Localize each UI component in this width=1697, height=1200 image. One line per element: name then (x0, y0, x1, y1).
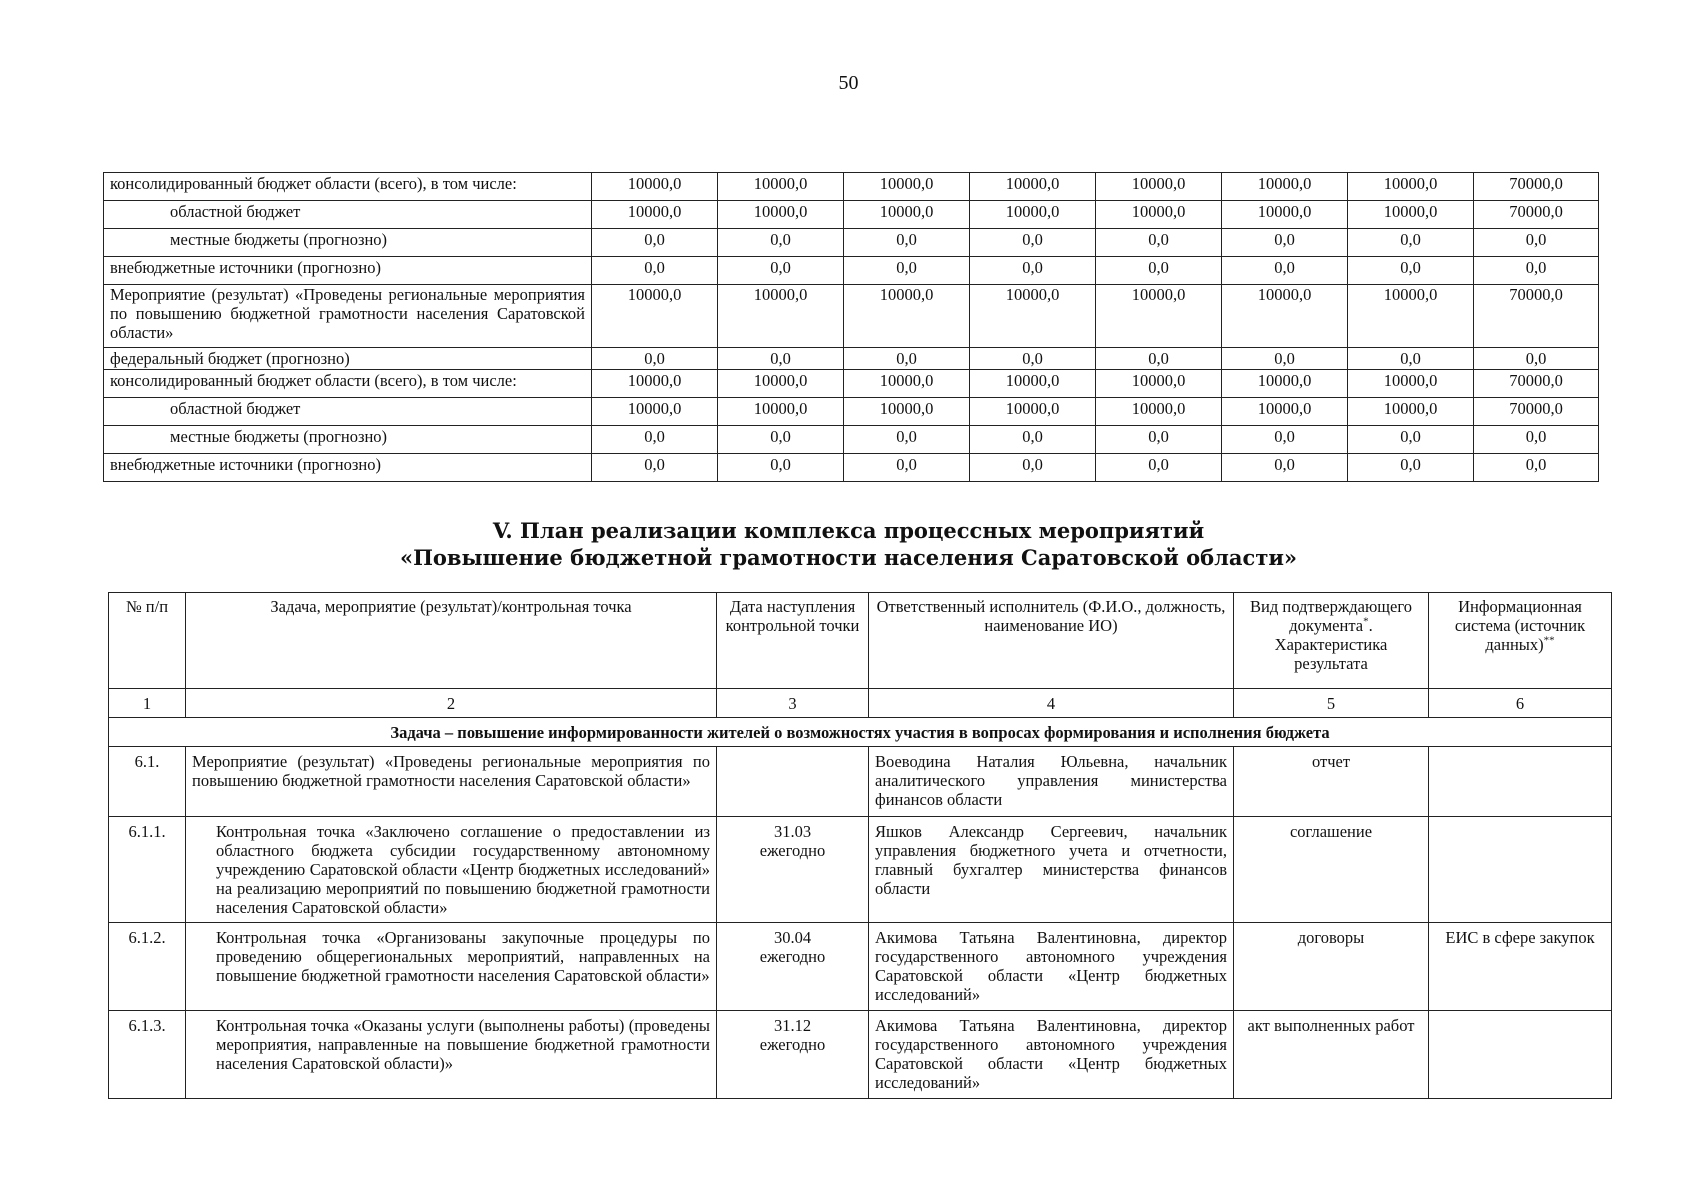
plan-table (108, 592, 1612, 1099)
row-info-system (1429, 747, 1612, 817)
budget-value: 0,0 (1096, 348, 1222, 370)
budget-row (104, 370, 1599, 398)
budget-value: 0,0 (1474, 229, 1599, 257)
column-number: 2 (186, 689, 717, 718)
budget-value: 10000,0 (970, 173, 1096, 201)
budget-value: 10000,0 (592, 173, 718, 201)
budget-value: 0,0 (1222, 229, 1348, 257)
header-task: Задача, мероприятие (результат)/контрольная точка (186, 593, 717, 689)
budget-value: 0,0 (970, 348, 1096, 370)
budget-value: 0,0 (1096, 426, 1222, 454)
budget-value: 10000,0 (1096, 285, 1222, 348)
budget-row-label: Мероприятие (результат) «Проведены региональные мероприятия по повышению бюджетной грамотности населения Саратовской области» (104, 285, 592, 348)
row-document: договоры (1234, 923, 1429, 1011)
budget-value: 10000,0 (844, 173, 970, 201)
row-task: Контрольная точка «Оказаны услуги (выполнены работы) (проведены мероприятия, направленные на повышение бюджетной грамотности населения Саратовской области)» (186, 1011, 717, 1099)
header-doc-type (1234, 593, 1429, 689)
row-responsible: Акимова Татьяна Валентиновна, директор государственного автономного учреждения Саратовской области «Центр бюджетных исследований» (869, 1011, 1234, 1099)
budget-value: 10000,0 (1222, 398, 1348, 426)
header-date: Дата наступления контрольной точки (717, 593, 869, 689)
budget-row (104, 426, 1599, 454)
budget-value: 0,0 (592, 454, 718, 482)
budget-value: 0,0 (1222, 454, 1348, 482)
row-document: соглашение (1234, 817, 1429, 923)
budget-value: 0,0 (1348, 257, 1474, 285)
row-date (717, 817, 869, 923)
budget-value: 0,0 (1096, 454, 1222, 482)
budget-value: 10000,0 (1096, 201, 1222, 229)
budget-value: 0,0 (1348, 348, 1474, 370)
column-number-row (109, 689, 1612, 718)
budget-value: 10000,0 (844, 285, 970, 348)
budget-row-label: местные бюджеты (прогнозно) (104, 229, 592, 257)
header-doc-type-tail: . Характеристика результата (1274, 616, 1388, 673)
row-number: 6.1.2. (109, 923, 186, 1011)
budget-value: 0,0 (718, 348, 844, 370)
budget-value: 0,0 (844, 257, 970, 285)
budget-value: 0,0 (1222, 348, 1348, 370)
header-info-system-text: Информационная система (источник данных) (1454, 597, 1586, 654)
budget-value: 0,0 (1474, 348, 1599, 370)
budget-value: 10000,0 (844, 398, 970, 426)
footnote-mark: * (1363, 615, 1369, 628)
header-info-system (1429, 593, 1612, 689)
budget-row-label: внебюджетные источники (прогнозно) (104, 257, 592, 285)
budget-row-label: консолидированный бюджет области (всего), в том числе: (104, 370, 592, 398)
column-number: 1 (109, 689, 186, 718)
budget-value: 10000,0 (1348, 285, 1474, 348)
budget-value: 10000,0 (592, 370, 718, 398)
budget-value: 0,0 (1222, 426, 1348, 454)
column-number: 3 (717, 689, 869, 718)
budget-value: 0,0 (592, 426, 718, 454)
table-row (109, 747, 1612, 817)
budget-value: 70000,0 (1474, 370, 1599, 398)
budget-table (103, 172, 1599, 482)
budget-value: 70000,0 (1474, 398, 1599, 426)
budget-value: 0,0 (592, 257, 718, 285)
row-task: Мероприятие (результат) «Проведены региональные мероприятия по повышению бюджетной грамотности населения Саратовской области» (186, 747, 717, 817)
budget-value: 70000,0 (1474, 173, 1599, 201)
page-number: 50 (838, 72, 859, 94)
row-info-system (1429, 1011, 1612, 1099)
budget-row (104, 173, 1599, 201)
budget-value: 10000,0 (1222, 173, 1348, 201)
row-date-value: 31.12 (773, 1016, 812, 1035)
budget-value: 10000,0 (1096, 173, 1222, 201)
budget-value: 0,0 (718, 229, 844, 257)
header-num: № п/п (109, 593, 186, 689)
column-number: 6 (1429, 689, 1612, 718)
row-number: 6.1.3. (109, 1011, 186, 1099)
budget-value: 10000,0 (718, 201, 844, 229)
budget-value: 10000,0 (970, 370, 1096, 398)
budget-value: 10000,0 (592, 201, 718, 229)
footnote-mark: ** (1543, 634, 1555, 647)
row-date-note: ежегодно (759, 841, 826, 860)
task-title: Задача – повышение информированности жителей о возможностях участия в вопросах формирования и исполнения бюджета (109, 718, 1612, 747)
row-responsible: Воеводина Наталия Юльевна, начальник аналитического управления министерства финансов области (869, 747, 1234, 817)
budget-value: 0,0 (1348, 229, 1474, 257)
budget-value: 10000,0 (1348, 201, 1474, 229)
budget-value: 0,0 (844, 229, 970, 257)
table-row (109, 923, 1612, 1011)
row-responsible: Акимова Татьяна Валентиновна, директор государственного автономного учреждения Саратовской области «Центр бюджетных исследований» (869, 923, 1234, 1011)
budget-value: 0,0 (970, 257, 1096, 285)
budget-value: 10000,0 (844, 370, 970, 398)
budget-row (104, 348, 1599, 370)
budget-value: 0,0 (1474, 454, 1599, 482)
budget-row (104, 229, 1599, 257)
budget-row (104, 398, 1599, 426)
budget-value: 0,0 (970, 426, 1096, 454)
budget-row (104, 257, 1599, 285)
task-row (109, 718, 1612, 747)
row-date (717, 1011, 869, 1099)
budget-value: 10000,0 (718, 370, 844, 398)
budget-value: 0,0 (844, 454, 970, 482)
budget-value: 10000,0 (970, 398, 1096, 426)
budget-value: 0,0 (844, 426, 970, 454)
row-date (717, 747, 869, 817)
plan-header-row (109, 593, 1612, 689)
budget-row-label: областной бюджет (104, 201, 592, 229)
row-date-note: ежегодно (759, 947, 826, 966)
budget-row-label: федеральный бюджет (прогнозно) (104, 348, 592, 370)
column-number: 4 (869, 689, 1234, 718)
row-task: Контрольная точка «Организованы закупочные процедуры по проведению общерегиональных мероприятий, направленных на повышение бюджетной грамотности населения Саратовской области» (186, 923, 717, 1011)
budget-value: 10000,0 (1348, 370, 1474, 398)
header-responsible: Ответственный исполнитель (Ф.И.О., должность, наименование ИО) (869, 593, 1234, 689)
budget-value: 70000,0 (1474, 201, 1599, 229)
budget-value: 0,0 (1348, 454, 1474, 482)
budget-value: 0,0 (970, 454, 1096, 482)
budget-value: 10000,0 (1222, 370, 1348, 398)
budget-row (104, 201, 1599, 229)
row-date-value: 31.03 (773, 822, 812, 841)
budget-value: 10000,0 (1222, 285, 1348, 348)
header-doc-type-text: Вид подтверждающего документа (1250, 597, 1412, 635)
budget-row-label: консолидированный бюджет области (всего), в том числе: (104, 173, 592, 201)
row-info-system (1429, 817, 1612, 923)
row-responsible: Яшков Александр Сергеевич, начальник управления бюджетного учета и отчетности, главный бухгалтер министерства финансов области (869, 817, 1234, 923)
budget-value: 0,0 (970, 229, 1096, 257)
budget-value: 70000,0 (1474, 285, 1599, 348)
section-title-line-1: V. План реализации комплекса процессных мероприятий (492, 518, 1205, 543)
budget-value: 10000,0 (844, 201, 970, 229)
budget-value: 0,0 (1222, 257, 1348, 285)
row-task: Контрольная точка «Заключено соглашение о предоставлении из областного бюджета субсидии государственному автономному учреждению Саратовской области «Центр бюджетных исследований» на реализацию мероприятий по повышению бюджетной грамотности населения Саратовской области» (186, 817, 717, 923)
budget-value: 0,0 (844, 348, 970, 370)
budget-row (104, 285, 1599, 348)
budget-value: 0,0 (592, 229, 718, 257)
row-document: отчет (1234, 747, 1429, 817)
budget-row-label: внебюджетные источники (прогнозно) (104, 454, 592, 482)
budget-value: 10000,0 (1096, 370, 1222, 398)
budget-value: 10000,0 (1348, 398, 1474, 426)
budget-row-label: областной бюджет (104, 398, 592, 426)
budget-value: 0,0 (1474, 426, 1599, 454)
budget-value: 0,0 (718, 426, 844, 454)
budget-value: 10000,0 (970, 201, 1096, 229)
table-row (109, 1011, 1612, 1099)
budget-value: 0,0 (1096, 229, 1222, 257)
budget-value: 0,0 (718, 454, 844, 482)
budget-value: 10000,0 (718, 285, 844, 348)
budget-value: 10000,0 (592, 285, 718, 348)
column-number: 5 (1234, 689, 1429, 718)
budget-value: 10000,0 (970, 285, 1096, 348)
row-info-system: ЕИС в сфере закупок (1429, 923, 1612, 1011)
budget-value: 0,0 (1348, 426, 1474, 454)
row-number: 6.1. (109, 747, 186, 817)
budget-value: 10000,0 (1348, 173, 1474, 201)
row-date (717, 923, 869, 1011)
budget-value: 10000,0 (1222, 201, 1348, 229)
budget-value: 10000,0 (1096, 398, 1222, 426)
table-row (109, 817, 1612, 923)
budget-value: 0,0 (592, 348, 718, 370)
budget-row (104, 454, 1599, 482)
row-date-value: 30.04 (773, 928, 812, 947)
budget-value: 0,0 (1096, 257, 1222, 285)
section-title (0, 517, 1697, 571)
budget-value: 10000,0 (718, 398, 844, 426)
section-title-line-2: «Повышение бюджетной грамотности населения Саратовской области» (399, 545, 1298, 570)
budget-value: 0,0 (1474, 257, 1599, 285)
row-number: 6.1.1. (109, 817, 186, 923)
budget-value: 10000,0 (718, 173, 844, 201)
row-date-note: ежегодно (759, 1035, 826, 1054)
budget-row-label: местные бюджеты (прогнозно) (104, 426, 592, 454)
budget-value: 10000,0 (592, 398, 718, 426)
row-document: акт выполненных работ (1234, 1011, 1429, 1099)
budget-value: 0,0 (718, 257, 844, 285)
